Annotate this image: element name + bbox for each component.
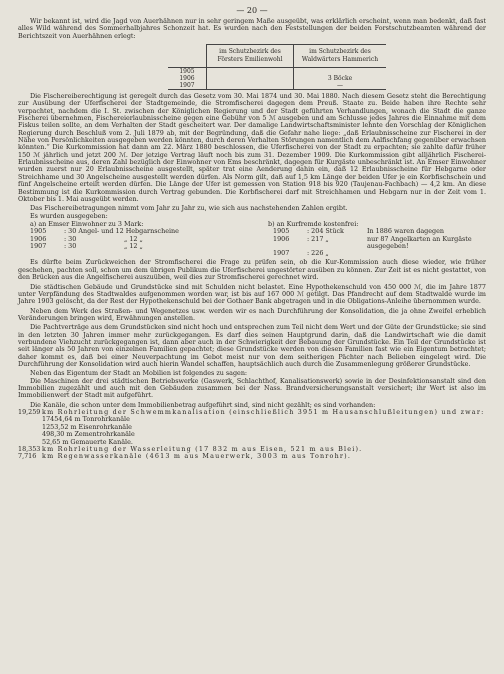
license-column-visitors <box>243 228 486 257</box>
table-cell-year: 1907 <box>168 82 207 90</box>
table-corner <box>168 45 207 68</box>
paragraph-fishing-demand: Das Fischereibetragungen nimmt vom Jahr zu Jahr zu, wie sich aus nachstehenden Zahlen ergibt. <box>30 204 348 213</box>
paragraph-debts: Die städtischen Gebäude und Grundstücke sind mit Schulden nicht belastet. Eine Hypothekenschuld von 450 000 ℳ, die im Jahre 1877 unter Verpfändung des Stadtwaldes aufgenommen worden war, ist bis auf 167 000 ℳ getilgt. Das Pfandrecht auf dem Stadtwalde wurde im Jahre 1903 gelöscht, da der Rest der Hypothekenschuld bei der Gothaer Bank abgetragen und in die Obligations-Anleihe übernommen wurde. <box>18 282 486 306</box>
paragraph-roads: Neben dem Werk des Straßen- und Wegenetzes usw. werden wir es nach Durchführung der Konsolidation, die ja ohne Zweifel erheblich Veränderungen bringen wird, Erwähnungen anstellen. <box>18 306 486 322</box>
list-item: 7,716 km Regenwasserkanäle (4613 m aus Mauerwerk, 3003 m aus Tonrohr). <box>18 452 352 461</box>
paragraph-stream-fishing: Es dürfte beim Zurückweichen der Stromfischerei die Frage zu prüfen sein, ob die Kur-Kommission auch diese wieder, wie früher geschehen, pachten soll, schon um dem übrigen Publikum die Uferfischerei ungestörter ausüben zu können. Zur Zeit ist es nicht gestattet, von den Brücken aus die Angelfischerei auszuüben, weil dies zur Stromfischerei gerechnet wird. <box>18 258 486 282</box>
list-item: 17454,64 m Tonrohrkanäle <box>42 415 130 424</box>
table-row <box>168 82 386 90</box>
table-cell: — <box>294 82 387 90</box>
list-item: 1906 : 217 „ nur 87 Angelkarten an Kurgäste ausgegeben! <box>273 234 472 250</box>
license-header-visitors: b) an Kurfremde kostenfrei: <box>268 219 359 228</box>
license-column-residents <box>18 228 243 257</box>
paragraph-canals: Die Kanäle, die schon unter dem Immobilienbetrag aufgeführt sind, sind nicht gezählt; es sind vorhanden: <box>30 400 376 409</box>
page-number: — 20 — <box>236 6 268 15</box>
table-cell-year: 1905 <box>168 68 207 76</box>
table-cell: 3 Böcke <box>327 75 353 83</box>
license-header-residents: a) an Emser Einwohner zu 3 Mark: <box>30 219 144 228</box>
list-item: 498,30 m Zementrohrkanäle <box>42 430 135 439</box>
paragraph-fishing-rights: Die Fischereiberechtigung ist geregelt durch das Gesetz vom 30. Mai 1874 und 30. Mai 1880. Nach diesem Gesetz steht die Berechtigung zur Ausübung der Uferfischerei der Stadtgemeinde, die Stromfischerei dagegen dem Preuß. Staate zu. Beide haben ihre Rechte sehr verpachtet, nachdem die I. St. zwischen der Königlichen Regierung und der Stadt geführten Verhandlungen, wonach die Stadt die ganze Fischerei übernehmen, Fischereierlaubnisscheine gegen eine Gebühr von 5 ℳ ausgeben und am Schlusse jedes Jahres die Einnahme mit dem Fiskus teilen sollte, an dem Verhalten der Stadt gescheitert war. Der damalige Landwirtschaftsminister lehnte den Vorschlag der Königlichen Regierung durch Beschluß vom 2. Juli 1879 ab, mit der Begründung, daß die Gefahr nahe liege: „daß Erlaubnisscheine zur Fischerei in der Nähe von Persönlichkeiten ausgegeben werden könnten, durch deren Verhalten Störungen namentlich dem Aalfischfang gegenüber erwachsen könnten.“ Die Kurkommission hat dann am 22. März 1880 beschlossen, die Uferfischerei von der Stadt zu erpachten; sie zahlte dafür früher 150 ℳ jährlich und jetzt 200 ℳ. Der jetzige Vertrag läuft noch bis zum 31. Dezember 1909. Die Kurkommission gibt alljährlich Fischerei-Erlaubnisscheine aus, deren Zahl bezüglich der Einwohner von Ems beschränkt, dagegen für Kurgäste unbeschränkt ist. An Emser Einwohner wurden zuerst nur 20 Erlaubnisscheine ausgestellt, später trat eine Aenderung dahin ein, daß 12 Erlaubnisscheine für Hebgarne oder Streichhame und 30 Angelscheine ausgestellt werden dürfen. Als Norm gilt, daß auf 1,5 km Länge der beiden Ufer je ein Korbfischschein und fünf Angelscheine erteilt werden dürfen. Die Länge der Ufer ist gemessen von Station 918 bis 920 (Taujenau-Fachbach) — 4,2 km. An diese Bestimmung ist die Kurkommission durch Vertrag gebunden. Die Korbfischerei darf mit Streichhamen und Hebgarn nur in der Zeit vom 1. Oktober bis 1. Mai ausgeübt werden. <box>18 92 486 203</box>
paragraph-issued: Es wurden ausgegeben: <box>30 211 108 220</box>
table-header-col2: im Schutzbezirk des Waldwärters Hammerich <box>294 45 387 68</box>
list-item: 1905 : 30 Angel- und 12 Hebgarnscheine <box>30 227 179 236</box>
table-row <box>168 68 386 76</box>
pipe-list <box>18 409 486 461</box>
paragraph-movables: Neben das Eigentum der Stadt an Mobilien ist folgendes zu sagen: <box>30 369 248 378</box>
list-item: 1907 : 226 „ <box>273 249 329 258</box>
table-cell <box>207 82 294 90</box>
list-item: 1907 : 30 „ 12 „ <box>30 241 143 250</box>
list-item: 1906 : 30 „ 12 „ <box>30 234 143 243</box>
list-item: 19,259 km Rohrleitung der Schwemmkanalisation (einschließlich 3951 m Hausanschlußleitungen) und zwar: <box>18 408 485 416</box>
list-item: 1905 : 204 Stück In 1886 waren dagegen <box>273 227 444 236</box>
license-figures <box>18 228 486 257</box>
table-cell <box>207 75 294 82</box>
table-cell <box>207 68 294 76</box>
table-cell <box>294 68 387 76</box>
paragraph-machines: Die Maschinen der drei städtischen Betriebswerke (Gaswerk, Schlachthof, Kanalisationswerk) sowie in der Desinfektionsanstalt sind den Immobilien zugezählt und auch mit den Gebäuden zusammen bei der Nass. Brandversicherungsanstalt versichert; ihr Wert ist also im Immobilienwert der Stadt mit aufgeführt. <box>18 376 486 400</box>
table-row <box>168 75 386 82</box>
table-header-col1: im Schutzbezirk des Försters Emilienwohl <box>207 45 294 68</box>
paragraph-leases: Die Pachtverträge aus dem Grundstücken sind nicht hoch und entsprechen zum Teil nicht dem Wert und der Güte der Grundstücke; sie sind in den letzten 30 Jahren immer mehr zurückgegangen. Es darf dies seinen Hauptgrund darin, daß die Landwirtschaft wie die damit verbundene Viehzucht zurückgegangen ist, dann aber auch in der Schwierigkeit der Bebauung der Grundstücke. Ein Teil der Grundstücke ist seit länger als 50 Jahren von einzelnen Familien gepachtet; diese Grundstücke werden von diesen Familien fast wie ein Eigentum betrachtet; daher kommt es, daß bei einer Neuverpachtung im Gebot meist nur von dem seitherigen Pächter nach Belieben eingelegt wird. Die Durchführung der Konsolidation wird auch hierin Wandel schaffen, hauptsächlich auch durch die Zusammenlegung größerer Grundstücke. <box>18 323 486 368</box>
table-cell-year: 1906 <box>168 75 207 82</box>
list-item: 18,353 km Rohrleitung der Wasserleitung (17 832 m aus Eisen, 521 m aus Blei). <box>18 445 363 454</box>
list-item: 1253,52 m Eisenrohrkanäle <box>42 422 132 431</box>
list-item: 52,65 m Gemauerte Kanäle. <box>42 437 133 446</box>
paragraph-hunting: Wir bekannt ist, wird die Jagd von Auerhähnen nur in sehr geringem Maße ausgeübt, was erklärlich erscheint, wenn man bedenkt, daß fast alles Wild während des Sommerhalbjahres Schonzeit hat. Es wurden nach den Feststellungen der beiden Forstschutzbeamten während der Berichtszeit von Auerhähnen erlegt: <box>18 17 486 40</box>
hunting-table <box>168 44 386 90</box>
